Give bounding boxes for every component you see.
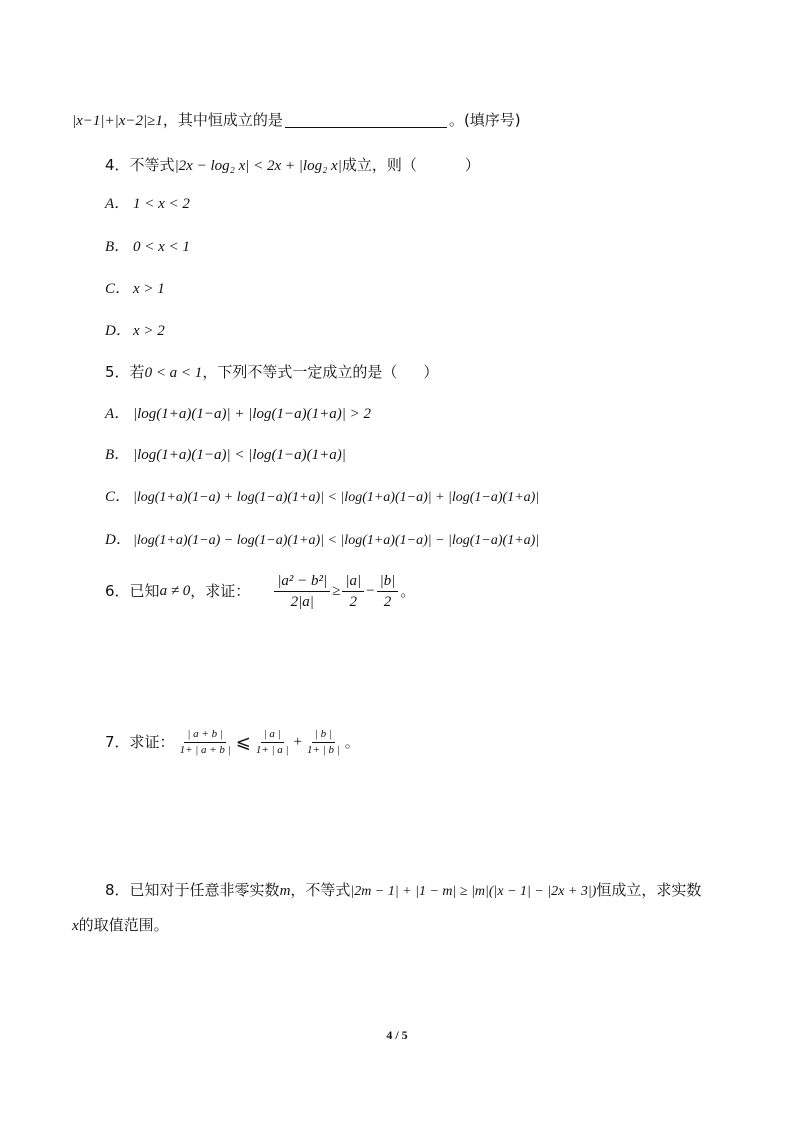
q6-stem <box>105 570 415 612</box>
q4-option-b <box>105 236 190 257</box>
q4-post: 成立，则（ <box>341 156 417 174</box>
q8-math: |2m − 1| + |1 − m| ≥ |m|(|x − 1| − |2x + 3|) <box>350 884 597 899</box>
q8-tail: 的取值范围。 <box>78 916 169 934</box>
option-label: D． <box>105 323 131 339</box>
q7-fraction-a: $\frac{| a |}{1+ | a |}$ <box>255 727 289 756</box>
q3-end: 。(填序号) <box>448 111 521 129</box>
q5-option-b <box>105 444 346 465</box>
q5-pre: 若 <box>129 363 145 381</box>
q5-close: ） <box>423 363 439 381</box>
q4-math: |2x − log₂ x| < 2x + |log₂ x| <box>174 158 342 174</box>
q6-fraction-b: $\frac{|b|}{2}$ <box>377 572 399 611</box>
q5-post: ，下列不等式一定成立的是（ <box>202 363 398 381</box>
q4-option-a <box>105 193 190 214</box>
q7-end: 。 <box>344 733 360 751</box>
q7-number: 7． <box>105 733 130 751</box>
option-label: A． <box>105 406 130 422</box>
q7-fraction-lhs: $\frac{| a + b |}{1+ | a + b |}$ <box>179 727 231 756</box>
page-number: 4 / 5 <box>386 1028 408 1042</box>
option-label: C． <box>105 489 131 505</box>
q7-pre: 求证： <box>129 733 175 751</box>
q6-condition: a ≠ 0 <box>159 583 191 599</box>
q5-option-c <box>105 486 539 508</box>
q8-var-m: m <box>279 883 291 899</box>
q8-var-x: x <box>72 918 79 934</box>
option-math: |log(1+a)(1−a)| + |log(1−a)(1+a)| > 2 <box>133 406 372 422</box>
q8-post: 恒成立，求实数 <box>596 881 702 899</box>
q7-plus: + <box>293 734 303 750</box>
q6-number: 6． <box>105 582 130 600</box>
q4-pre: 不等式 <box>129 156 175 174</box>
q4-number: 4． <box>105 156 130 174</box>
option-label: B． <box>105 447 130 463</box>
option-math: |log(1+a)(1−a) + log(1−a)(1+a)| < |log(1+a)(1−a)| + |log(1−a)(1+a)| <box>133 490 540 505</box>
option-math: x > 1 <box>133 281 165 297</box>
q6-end: 。 <box>400 582 416 600</box>
q8-number: 8． <box>105 881 130 899</box>
option-label: A． <box>105 196 130 212</box>
q7-stem <box>105 722 360 762</box>
answer-blank[interactable] <box>285 111 447 128</box>
q8-pre: 已知对于任意非零实数 <box>129 881 280 899</box>
option-math: 0 < x < 1 <box>133 239 190 255</box>
q8-line-1 <box>105 880 701 902</box>
q4-option-d <box>105 320 165 341</box>
option-label: B． <box>105 239 130 255</box>
q4-close: ） <box>464 156 480 174</box>
q5-number: 5． <box>105 363 130 381</box>
q6-fraction-lhs: $\frac{\text{|a² − b²|}}{2|a|}$ <box>274 572 330 611</box>
q5-option-a <box>105 403 371 424</box>
option-math: |log(1+a)(1−a)| < |log(1−a)(1+a)| <box>133 447 346 463</box>
q3-text: ，其中恒成立的是 <box>162 111 283 129</box>
q7-fraction-b: $\frac{| b |}{1+ | b |}$ <box>307 727 340 756</box>
q6-mid: ，求证： <box>190 582 251 600</box>
option-label: C． <box>105 281 131 297</box>
option-label: D． <box>105 532 131 548</box>
option-math: 1 < x < 2 <box>133 196 190 212</box>
q5-option-d <box>105 529 539 551</box>
q4-stem <box>105 155 480 176</box>
q5-stem <box>105 362 438 383</box>
q4-option-c <box>105 278 165 299</box>
option-math: x > 2 <box>133 323 165 339</box>
q6-minus: − <box>366 583 375 599</box>
q8-mid: ，不等式 <box>290 881 351 899</box>
q6-pre: 已知 <box>129 582 160 600</box>
q6-fraction-a: $\frac{|a|}{2}$ <box>342 572 364 611</box>
q3-math: |x−1|+|x−2|≥1 <box>72 113 163 129</box>
q8-line-2 <box>72 915 169 936</box>
q3-tail-line <box>72 110 521 131</box>
option-math: |log(1+a)(1−a) − log(1−a)(1+a)| < |log(1+a)(1−a)| − |log(1−a)(1+a)| <box>133 533 540 548</box>
q6-relation: ≥ <box>332 583 341 599</box>
q5-math: 0 < a < 1 <box>144 365 203 381</box>
q7-relation: ⩽ <box>235 732 251 752</box>
